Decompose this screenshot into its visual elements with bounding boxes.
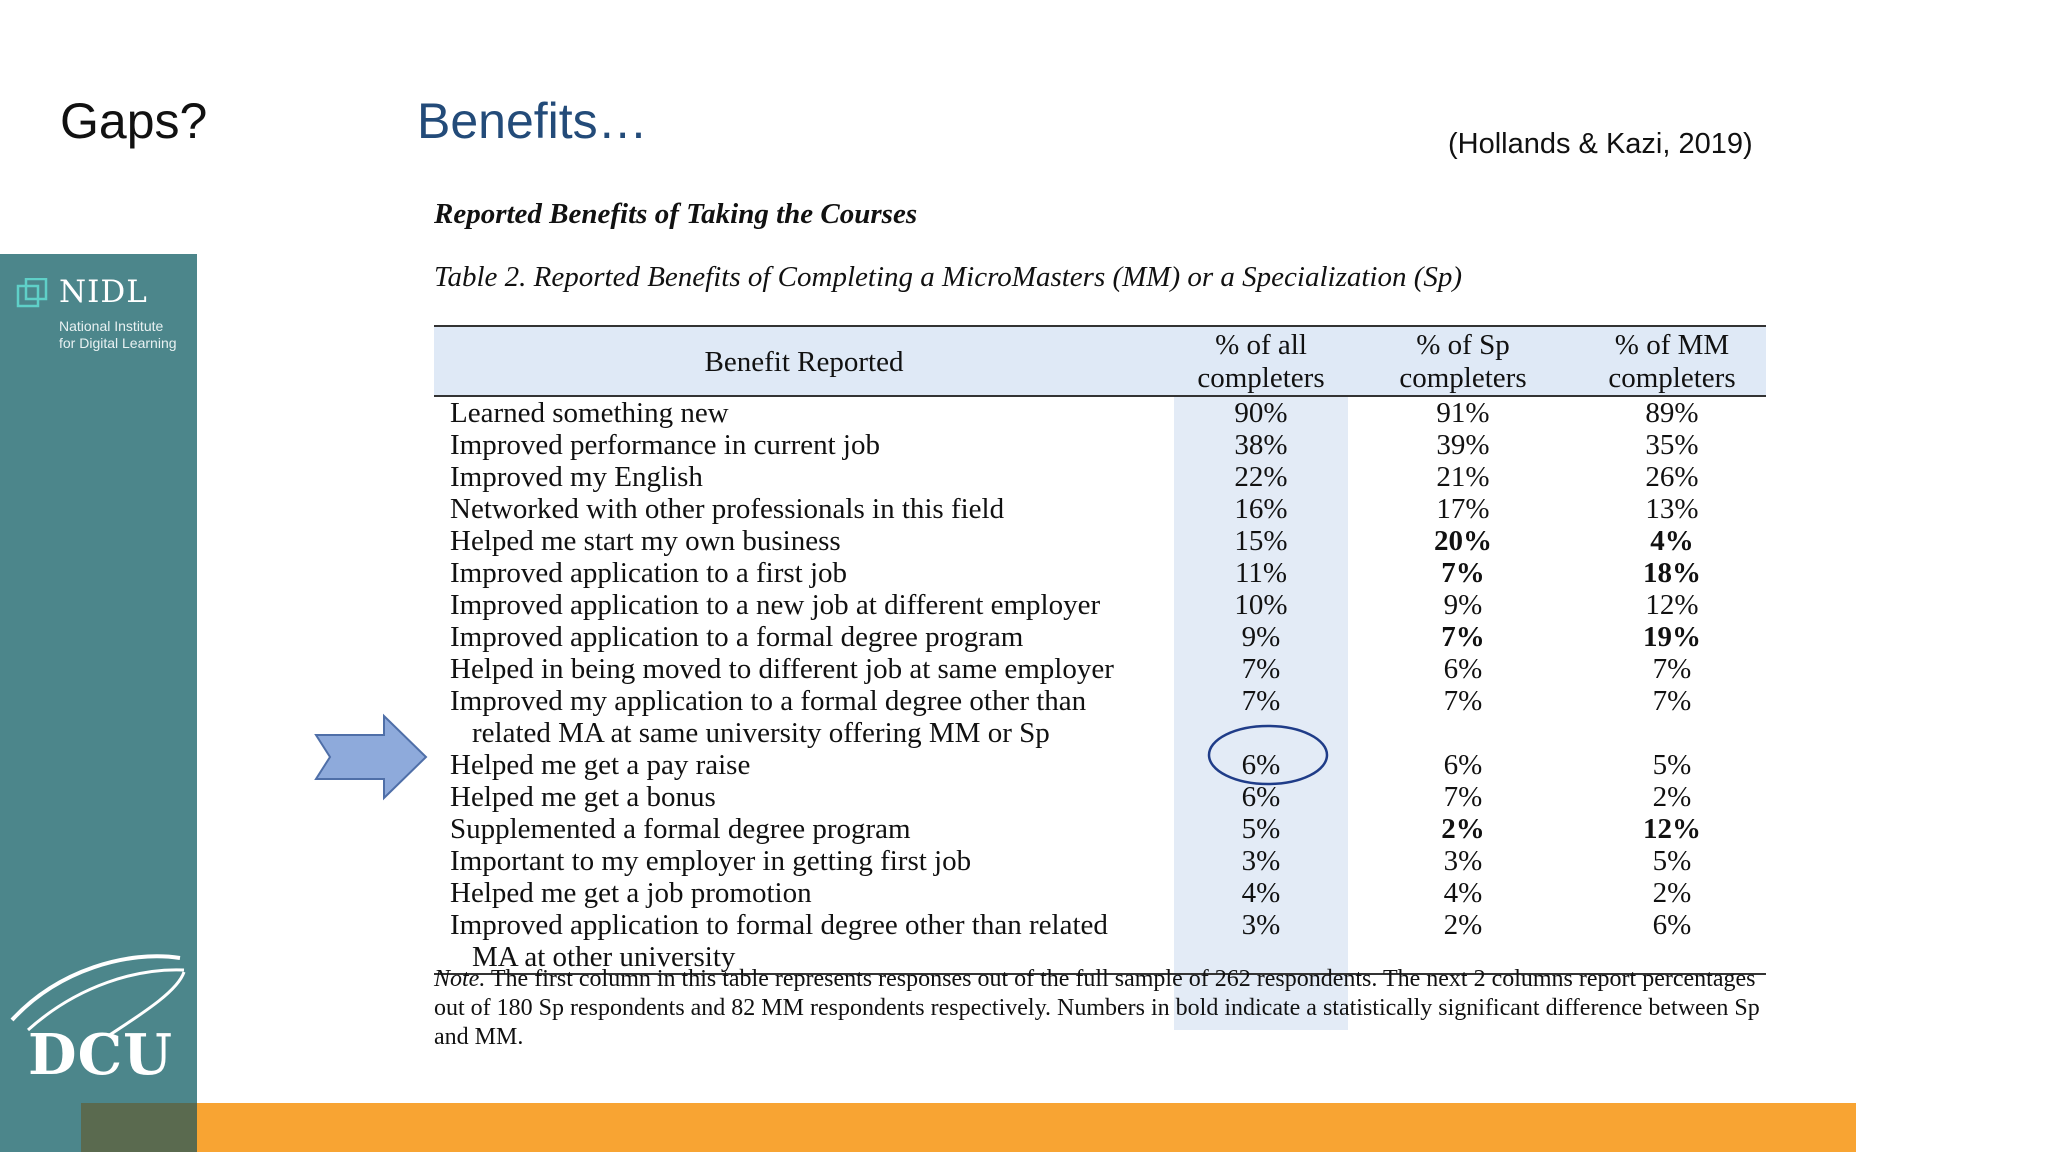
benefits-table bbox=[434, 325, 1766, 975]
benefit-label-continued: MA at other university bbox=[472, 941, 736, 973]
sp-completers-value: 7% bbox=[1441, 621, 1485, 653]
header-sp-line2: completers bbox=[1399, 362, 1527, 394]
benefit-label: Helped me get a pay raise bbox=[450, 749, 751, 781]
all-completers-value: 15% bbox=[1234, 525, 1288, 557]
sp-completers-value: 7% bbox=[1443, 685, 1483, 717]
citation: (Hollands & Kazi, 2019) bbox=[1448, 128, 1753, 160]
benefit-cell bbox=[434, 429, 1174, 461]
sp-completers-value: 91% bbox=[1436, 397, 1490, 429]
benefit-label: Supplemented a formal degree program bbox=[450, 813, 911, 845]
all-completers-value: 9% bbox=[1241, 621, 1281, 653]
table-row bbox=[434, 461, 1766, 493]
benefit-label: Improved application to formal degree other than related bbox=[450, 909, 1108, 941]
all-completers-value: 6% bbox=[1241, 749, 1281, 781]
mm-completers-value: 18% bbox=[1643, 557, 1701, 589]
nidl-logo-icon bbox=[16, 278, 48, 310]
mm-completers-value: 2% bbox=[1652, 877, 1692, 909]
benefit-label: Improved performance in current job bbox=[450, 429, 880, 461]
sp-completers-value: 6% bbox=[1443, 749, 1483, 781]
header-all-completers bbox=[1174, 326, 1348, 396]
sp-completers-value: 7% bbox=[1441, 557, 1485, 589]
mm-completers-value: 13% bbox=[1645, 493, 1699, 525]
benefit-label: Helped me start my own business bbox=[450, 525, 841, 557]
benefit-label: Networked with other professionals in this field bbox=[450, 493, 1005, 525]
benefit-label: Learned something new bbox=[450, 397, 729, 429]
sp-completers-value: 7% bbox=[1443, 781, 1483, 813]
header-mm-line2: completers bbox=[1608, 362, 1736, 394]
benefit-cell bbox=[434, 396, 1174, 429]
table-row bbox=[434, 749, 1766, 781]
header-sp-completers bbox=[1348, 326, 1578, 396]
mm-completers-value: 7% bbox=[1652, 685, 1692, 717]
sp-completers-value: 39% bbox=[1436, 429, 1490, 461]
sp-completers-value: 4% bbox=[1443, 877, 1483, 909]
table-row bbox=[434, 813, 1766, 845]
all-completers-value: 38% bbox=[1234, 429, 1288, 461]
nidl-logo-subtitle bbox=[59, 318, 177, 352]
benefit-cell bbox=[434, 877, 1174, 909]
all-completers-value: 5% bbox=[1241, 813, 1281, 845]
sp-completers-value: 6% bbox=[1443, 653, 1483, 685]
nidl-logo-text: NIDL bbox=[59, 274, 148, 310]
sp-completers-value: 2% bbox=[1348, 909, 1578, 974]
sp-completers-value: 9% bbox=[1443, 589, 1483, 621]
dcu-logo-text: DCU bbox=[28, 1022, 173, 1088]
note-text: The first column in this table represents responses out of the full sample of 262 respondents. The next 2 columns report percentages out of 180 Sp respondents and 82 MM respondents respectively. Numbers in bold indicate a statistically significant difference between Sp and MM. bbox=[434, 966, 1760, 1050]
note-label: Note. bbox=[434, 966, 486, 992]
mm-completers-value: 35% bbox=[1645, 429, 1699, 461]
table-row bbox=[434, 396, 1766, 429]
table-row bbox=[434, 557, 1766, 589]
right-arrow-icon bbox=[312, 713, 430, 801]
all-completers-value: 7% bbox=[1241, 685, 1281, 717]
benefit-label: Improved application to a new job at different employer bbox=[450, 589, 1101, 621]
benefit-label: Helped in being moved to different job at same employer bbox=[450, 653, 1114, 685]
benefit-label: Improved my English bbox=[450, 461, 703, 493]
header-all-line1: % of all bbox=[1215, 329, 1307, 361]
sp-completers-value: 21% bbox=[1436, 461, 1490, 493]
table-note bbox=[434, 965, 1764, 1052]
sp-completers-value: 20% bbox=[1434, 525, 1492, 557]
table-row bbox=[434, 589, 1766, 621]
benefit-cell bbox=[434, 525, 1174, 557]
all-completers-value: 7% bbox=[1241, 653, 1281, 685]
mm-completers-value: 5% bbox=[1652, 845, 1692, 877]
all-completers-value: 6% bbox=[1241, 781, 1281, 813]
benefit-label: Improved my application to a formal degree other than bbox=[450, 685, 1087, 717]
mm-completers-value: 89% bbox=[1645, 397, 1699, 429]
benefit-cell bbox=[434, 685, 1174, 749]
dcu-logo bbox=[8, 950, 188, 1100]
bottom-accent-bar bbox=[81, 1103, 1856, 1152]
header-mm-completers bbox=[1578, 326, 1766, 396]
bottom-accent-bar-overlap bbox=[81, 1103, 197, 1152]
benefit-cell bbox=[434, 621, 1174, 653]
all-completers-value: 10% bbox=[1234, 589, 1288, 621]
mm-completers-value: 4% bbox=[1650, 525, 1694, 557]
table-row bbox=[434, 877, 1766, 909]
benefit-label-continued: related MA at same university offering MM or Sp bbox=[472, 717, 1050, 749]
benefit-cell bbox=[434, 845, 1174, 877]
section-title: Reported Benefits of Taking the Courses bbox=[434, 198, 918, 230]
table-row bbox=[434, 685, 1766, 749]
benefit-label: Improved application to a formal degree program bbox=[450, 621, 1024, 653]
benefit-cell bbox=[434, 653, 1174, 685]
all-completers-value: 90% bbox=[1234, 397, 1288, 429]
benefit-cell bbox=[434, 781, 1174, 813]
benefit-label: Helped me get a job promotion bbox=[450, 877, 812, 909]
all-completers-value: 16% bbox=[1234, 493, 1288, 525]
table-row bbox=[434, 781, 1766, 813]
table-row bbox=[434, 429, 1766, 461]
nidl-subtitle-line2: for Digital Learning bbox=[59, 335, 177, 351]
slide-title: Benefits… bbox=[417, 93, 648, 149]
all-completers-value: 11% bbox=[1234, 557, 1288, 589]
table-caption: Table 2. Reported Benefits of Completing a MicroMasters (MM) or a Specialization (Sp) bbox=[434, 261, 1463, 293]
table-row bbox=[434, 621, 1766, 653]
sidebar-panel bbox=[0, 254, 197, 1152]
highlight-circle bbox=[1195, 722, 1341, 788]
header-benefit: Benefit Reported bbox=[434, 326, 1174, 396]
mm-completers-value: 26% bbox=[1645, 461, 1699, 493]
table-row bbox=[434, 845, 1766, 877]
table-row bbox=[434, 493, 1766, 525]
table-row bbox=[434, 653, 1766, 685]
benefit-label: Helped me get a bonus bbox=[450, 781, 716, 813]
benefit-cell bbox=[434, 589, 1174, 621]
mm-completers-value: 12% bbox=[1643, 813, 1701, 845]
mm-completers-value: 12% bbox=[1645, 589, 1699, 621]
mm-completers-value: 6% bbox=[1578, 909, 1766, 974]
table-header-row bbox=[434, 326, 1766, 396]
benefit-cell bbox=[434, 813, 1174, 845]
benefit-cell bbox=[434, 557, 1174, 589]
header-sp-line1: % of Sp bbox=[1416, 329, 1510, 361]
mm-completers-value: 7% bbox=[1652, 653, 1692, 685]
sp-completers-value: 17% bbox=[1436, 493, 1490, 525]
all-completers-value: 22% bbox=[1234, 461, 1288, 493]
benefit-cell bbox=[434, 461, 1174, 493]
benefit-label: Improved application to a first job bbox=[450, 557, 848, 589]
slide-left-title: Gaps? bbox=[60, 93, 208, 149]
header-mm-line1: % of MM bbox=[1614, 329, 1730, 361]
benefit-cell bbox=[434, 493, 1174, 525]
benefit-cell bbox=[434, 749, 1174, 781]
all-completers-value: 3% bbox=[1241, 845, 1281, 877]
all-completers-value: 3% bbox=[1174, 909, 1348, 974]
sp-completers-value: 3% bbox=[1443, 845, 1483, 877]
benefit-label: Important to my employer in getting first job bbox=[450, 845, 972, 877]
mm-completers-value: 19% bbox=[1643, 621, 1701, 653]
mm-completers-value: 2% bbox=[1652, 781, 1692, 813]
sp-completers-value: 2% bbox=[1441, 813, 1485, 845]
table-row bbox=[434, 525, 1766, 557]
mm-completers-value: 5% bbox=[1652, 749, 1692, 781]
header-all-line2: completers bbox=[1197, 362, 1325, 394]
all-completers-value: 4% bbox=[1241, 877, 1281, 909]
nidl-subtitle-line1: National Institute bbox=[59, 318, 164, 334]
